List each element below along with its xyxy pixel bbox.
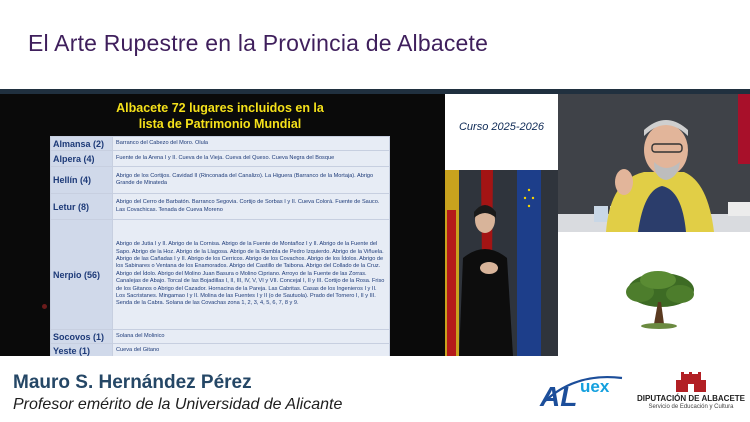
aluex-al-text: AL <box>540 381 578 412</box>
place-cell: Alpera (4) <box>51 151 113 167</box>
place-cell: Letur (8) <box>51 194 113 220</box>
tree-logo-panel <box>558 232 750 356</box>
presentation-slide <box>0 94 445 356</box>
table-row <box>51 151 390 167</box>
sites-cell: Abrigo de Jutia I y II. Abrigo de la Cornisa. Abrigo de la Fuente de Montañoz I y II. Abrigo de la Fuente del Sapo. Abrigo de la Hoz. Abrigo de la Llagosa. Abrigo de la Rambla de Pedro Izquierdo. Abrigo de la Viñuela. Abrigo de las Cañadas I y II. Abrigo de los Cerricos. Abrigo de los Covachos. Abrigo de los Ídolos. Abrigo de los Sabinares o Ventana de los Enamorados. Abrigo del Castillo de Taibona. Abrigo del Collado de la Cruz. Abrigo del Ídolo. Abrigo del Molino Juan Basura o Molino Cipriano. Arroyo de la Fuente de las Zorras. Canalejas de Abajo. Torcal de las Bojadillas I, II, III, IV, V, VI y VII. Concejal I, II y III. Cortijo de la Rosa. Friso de los Gitanos o Abrigo del Cazador. Hornacina de la Pareja. Las Cabritas. Casas de los Ingenieros I y II. Los Sacristanes. Mingamao I y II. Molina de las Fuentes I y II (o de Sautuola). Prado del Tornero I, II y III. Senda de la Cabra. Solana de las Covachas zona 1, 2, 3, 4, 5, 6, 7, 8 y 9. <box>113 220 390 330</box>
course-label: Curso 2025-2026 <box>458 121 544 133</box>
table-row <box>51 220 390 330</box>
place-cell: Hellín (4) <box>51 167 113 194</box>
heritage-sites-table <box>50 136 390 356</box>
table-row <box>51 194 390 220</box>
sites-cell: Solana del Molinico <box>113 330 390 344</box>
sites-cell: Abrigo del Cerro de Barbatón. Barranco Segovia. Cortijo de Sorbas I y II. Cueva Colorá. Fuente de Sauco. Las Covachicas. Tenada de Cueva Moreno <box>113 194 390 220</box>
interpreter-panel <box>445 94 558 356</box>
slide-title-line-1: Albacete 72 lugares incluidos en la <box>116 101 324 115</box>
place-cell: Yeste (1) <box>51 344 113 357</box>
sites-cell: Cueva del Gitano <box>113 344 390 357</box>
aluex-uex-text: uex <box>580 377 610 396</box>
tree-icon <box>558 232 750 356</box>
laser-pointer-dot <box>42 304 47 309</box>
slide-title-line-2: lista de Patrimonio Mundial <box>138 117 302 131</box>
aluex-logo-mark <box>534 366 630 416</box>
table-row <box>51 330 390 344</box>
page-title: El Arte Rupestre en la Provincia de Albacete <box>28 30 489 56</box>
place-cell: Almansa (2) <box>51 137 113 151</box>
sites-cell: Fuente de la Arena I y II. Cueva de la Vieja. Cueva del Queso. Cueva Negra del Bosque <box>113 151 390 167</box>
diputacion-name: DIPUTACIÓN DE ALBACETE <box>637 394 745 403</box>
interpreter-illustration <box>445 170 558 356</box>
speaker-video <box>558 94 750 232</box>
table-row <box>51 167 390 194</box>
interpreter-video <box>445 170 558 356</box>
speaker-name: Mauro S. Hernández Pérez <box>13 372 252 393</box>
castle-icon <box>636 370 746 394</box>
table-row <box>51 137 390 151</box>
table-row <box>51 344 390 357</box>
speaker-role: Profesor emérito de la Universidad de Alicante <box>13 396 343 413</box>
place-cell: Nerpio (56) <box>51 220 113 330</box>
sites-cell: Abrigo de los Cortijos. Cavidad II (Rinconada del Canalizo). La Higuera (Barranco de la Mortaja). Abrigo Grande de Minateda <box>113 167 390 194</box>
aluex-logo <box>534 366 630 416</box>
speaker-illustration <box>558 94 750 232</box>
diputacion-subtitle: Servicio de Educación y Cultura <box>648 404 734 410</box>
slide-title <box>50 100 390 132</box>
sites-cell: Barranco del Cabezo del Moro. Olula <box>113 137 390 151</box>
place-cell: Socovos (1) <box>51 330 113 344</box>
